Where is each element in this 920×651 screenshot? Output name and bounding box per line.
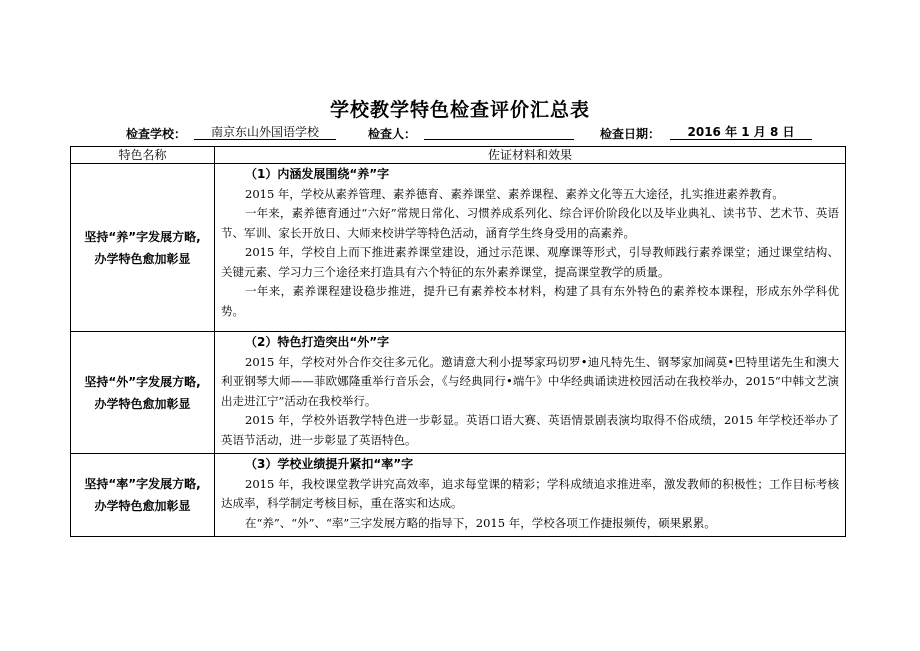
evaluation-table bbox=[70, 146, 846, 537]
evidence-paragraph: 2015 年，学校自上而下推进素养课堂建设，通过示范课、观摩课等形式，引导教师践行素养课堂；通过课堂结构、关键元素、学习力三个途径来打造具有六个特征的东外素养课堂，提高课堂教学的质量。 bbox=[221, 245, 839, 279]
evidence-cell bbox=[215, 454, 846, 537]
date-value: 2016 年 1 月 8 日 bbox=[670, 125, 812, 140]
evidence-paragraph: 一年来，素养德育通过“六好”常规日常化、习惯养成系列化、综合评价阶段化以及毕业典礼、读书节、艺术节、英语节、军训、家长开放日、大师来校讲学等特色活动，涵育学生终身受用的高素养。 bbox=[221, 206, 839, 240]
evidence-heading: （3）学校业绩提升紧扣“率”字 bbox=[245, 457, 414, 471]
evidence-paragraph: 2015 年，学校外语教学特色进一步彰显。英语口语大赛、英语情景剧表演均取得不俗成绩，2015 年学校还举办了英语节活动，进一步彰显了英语特色。 bbox=[221, 413, 839, 447]
evidence-heading: （2）特色打造突出“外”字 bbox=[245, 335, 390, 349]
evidence-paragraph: 2015 年，学校对外合作交往多元化。邀请意大利小提琴家玛切罗•迪凡特先生、钢琴家加阔莫•巴特里诺先生和澳大利亚钢琴大师——菲欧娜隆重举行音乐会，《与经典同行•端午》中华经典诵读进校园活动在我校举办，2015“中韩文艺演出走进江宁”活动在我校举行。 bbox=[221, 354, 839, 408]
feature-name-cell bbox=[71, 164, 215, 332]
evidence-paragraph: 2015 年，我校课堂教学讲究高效率，追求每堂课的精彩；学科成绩追求推进率，激发教师的积极性；工作目标考核达成率，科学制定考核目标，重在落实和达成。 bbox=[221, 476, 839, 510]
evidence-cell bbox=[215, 332, 846, 454]
evidence-paragraph: 2015 年，学校从素养管理、素养德育、素养课堂、素养课程、素养文化等五大途径，扎实推进素养教育。 bbox=[245, 186, 784, 201]
feature-name-line1: 坚持“外”字发展方略, bbox=[84, 374, 201, 389]
feature-name-cell bbox=[71, 332, 215, 454]
evidence-paragraph: 一年来，素养课程建设稳步推进，提升已有素养校本材料，构建了具有东外特色的素养校本课程，形成东外学科优势。 bbox=[221, 284, 839, 318]
table-header-row bbox=[71, 147, 846, 164]
feature-name-line2: 办学特色愈加彰显 bbox=[94, 499, 191, 513]
inspector-value bbox=[424, 125, 574, 140]
table-row bbox=[71, 454, 846, 537]
school-label: 检查学校： bbox=[126, 127, 187, 141]
school-value: 南京东山外国语学校 bbox=[194, 125, 336, 140]
feature-name-line2: 办学特色愈加彰显 bbox=[94, 251, 191, 266]
column-header-evidence: 佐证材料和效果 bbox=[215, 147, 846, 164]
table-row bbox=[71, 164, 846, 332]
feature-name-line1: 坚持“养”字发展方略, bbox=[84, 229, 201, 244]
evidence-paragraph: 在“养”、“外”、“率”三字发展方略的指导下，2015 年，学校各项工作捷报频传，硕果累累。 bbox=[245, 515, 716, 530]
feature-name-cell bbox=[71, 454, 215, 537]
feature-name-line2: 办学特色愈加彰显 bbox=[94, 396, 191, 411]
evidence-cell bbox=[215, 164, 846, 332]
page-title: 学校教学特色检查评价汇总表 bbox=[329, 99, 590, 121]
feature-name-line1: 坚持“率”字发展方略, bbox=[84, 477, 201, 491]
inspector-label: 检查人： bbox=[368, 127, 417, 141]
evidence-heading: （1）内涵发展围绕“养”字 bbox=[245, 167, 390, 181]
column-header-name: 特色名称 bbox=[71, 147, 215, 164]
date-label: 检查日期： bbox=[600, 127, 661, 141]
table-row bbox=[71, 332, 846, 454]
inspection-info-line bbox=[70, 125, 850, 145]
